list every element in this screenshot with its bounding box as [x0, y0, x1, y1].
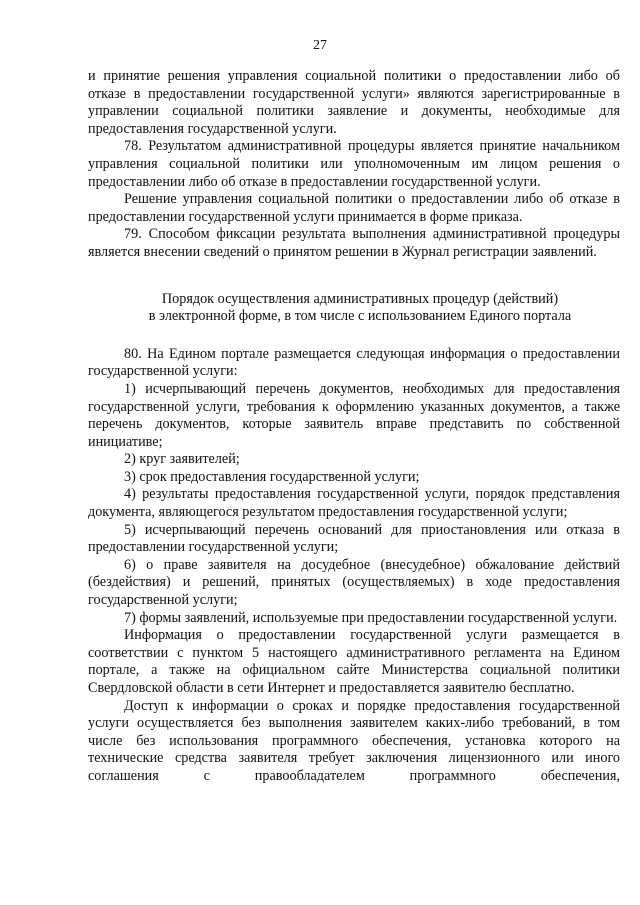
paragraph: 4) результаты предоставления государственной услуги, порядок представления документа, являющегося результатом предоставления государственной услуги; — [88, 486, 620, 521]
section-heading-line-1: Порядок осуществления административных процедур (действий) — [161, 290, 559, 307]
paragraph: 3) срок предоставления государственной услуги; — [124, 468, 420, 485]
paragraphs-before — [88, 68, 620, 262]
paragraph: Доступ к информации о сроках и порядке предоставления государственной услуги осуществляется без выполнения заявителем каких-либо требований, в том числе без использования программного обеспечения, установка которого на технические средства заявителя требует заключения лицензионного или иного соглашения с правообладателем программного обеспечения, — [88, 697, 620, 784]
paragraph: 6) о праве заявителя на досудебное (внесудебное) обжалование действий (бездействия) и решений, принятых (осуществляемых) в ходе предоставления государственной услуги; — [88, 556, 620, 609]
paragraph: 7) формы заявлений, используемые при предоставлении государственной услуги. — [124, 609, 618, 626]
section-heading — [88, 291, 620, 326]
paragraph: 78. Результатом административной процедуры является принятие начальником управления социальной политики или уполномоченным им лицом решения о предоставлении либо об отказе в предоставлении государственной услуги. — [88, 138, 620, 190]
paragraph: Информация о предоставлении государственной услуги размещается в соответствии с пунктом 5 настоящего административного регламента на Едином портале, а также на официальном сайте Министерства социальной политики Свердловской области в сети Интернет и предоставляется заявителю бесплатно. — [88, 627, 620, 696]
document-body — [88, 68, 620, 786]
page-number: 27 — [313, 38, 327, 53]
paragraph: 1) исчерпывающий перечень документов, необходимых для предоставления государственной услуги, требования к оформлению указанных документов, а также перечень документов, которые заявитель вправе представить по собственной инициативе; — [88, 380, 620, 450]
paragraph: 79. Способом фиксации результата выполнения административной процедуры является внесении сведений о принятом решении в Журнал регистрации заявлений. — [88, 226, 620, 260]
paragraphs-after — [88, 346, 620, 786]
paragraph: Решение управления социальной политики о предоставлении либо об отказе в предоставлении государственной услуги принимается в форме приказа. — [88, 191, 620, 225]
paragraph: 80. На Едином портале размещается следующая информация о предоставлении государственной услуги: — [88, 345, 620, 380]
section-heading-line-2: в электронной форме, в том числе с использованием Единого портала — [148, 308, 572, 325]
paragraph: 5) исчерпывающий перечень оснований для приостановления или отказа в предоставлении государственной услуги; — [88, 521, 620, 556]
paragraph: 2) круг заявителей; — [124, 451, 240, 468]
paragraph: и принятие решения управления социальной политики о предоставлении либо об отказе в предоставлении государственной услуги» являются зарегистрированные в управлении социальной политики заявление и документы, необходимые для предоставления государственной услуги. — [88, 68, 620, 137]
